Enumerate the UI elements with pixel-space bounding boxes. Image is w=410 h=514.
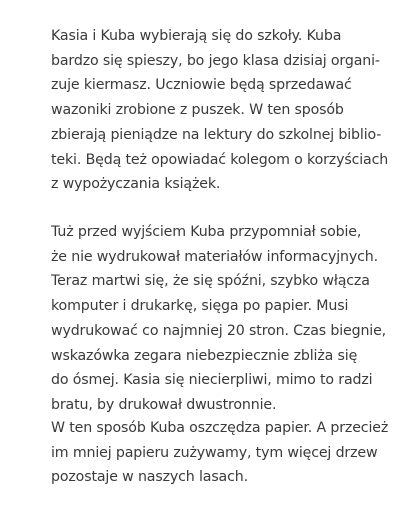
paragraph-line: Tuż przed wyjściem Kuba przypomniał sobie,	[51, 224, 362, 240]
paragraph-line: wydrukować co najmniej 20 stron. Czas biegnie,	[51, 322, 387, 339]
paragraph-line: do ósmej. Kasia się niecierpliwi, mimo to radzi	[51, 372, 373, 389]
paragraph-line: zuje kiermasz. Uczniowie będą sprzedawać	[51, 77, 352, 94]
paragraph-line: bratu, by drukował dwustronnie.	[51, 396, 277, 413]
paragraph-line: komputer i drukarkę, sięga po papier. Musi	[51, 298, 349, 315]
paragraph-line: z wypożyczania książek.	[51, 176, 221, 193]
paragraph-3	[51, 416, 396, 490]
paragraph-line: W ten sposób Kuba oszczędza papier. A przecież	[51, 420, 389, 436]
paragraph-line: wskazówka zegara niebezpiecznie zbliża się	[51, 347, 358, 364]
paragraph-line: pozostaje w naszych lasach.	[51, 469, 248, 486]
paragraph-line: bardzo się spieszy, bo jego klasa dzisiaj organi-	[51, 52, 380, 69]
paragraph-line: teki. Będą też opowiadać kolegom o korzyściach	[51, 151, 389, 168]
paragraph-line: że nie wydrukował materiałów informacyjnych.	[51, 248, 378, 265]
paragraph-2	[51, 220, 396, 418]
paragraph-line: zbierają pieniądze na lektury do szkolnej biblio-	[51, 126, 382, 143]
paragraph-1	[51, 24, 396, 197]
paragraph-line: wazoniki zrobione z puszek. W ten sposób	[51, 102, 344, 119]
paragraph-line: im mniej papieru zużywamy, tym więcej drzew	[51, 444, 378, 461]
paragraph-line: Teraz martwi się, że się spóźni, szybko włącza	[51, 273, 370, 290]
paragraph-line: Kasia i Kuba wybierają się do szkoły. Kuba	[51, 28, 342, 44]
